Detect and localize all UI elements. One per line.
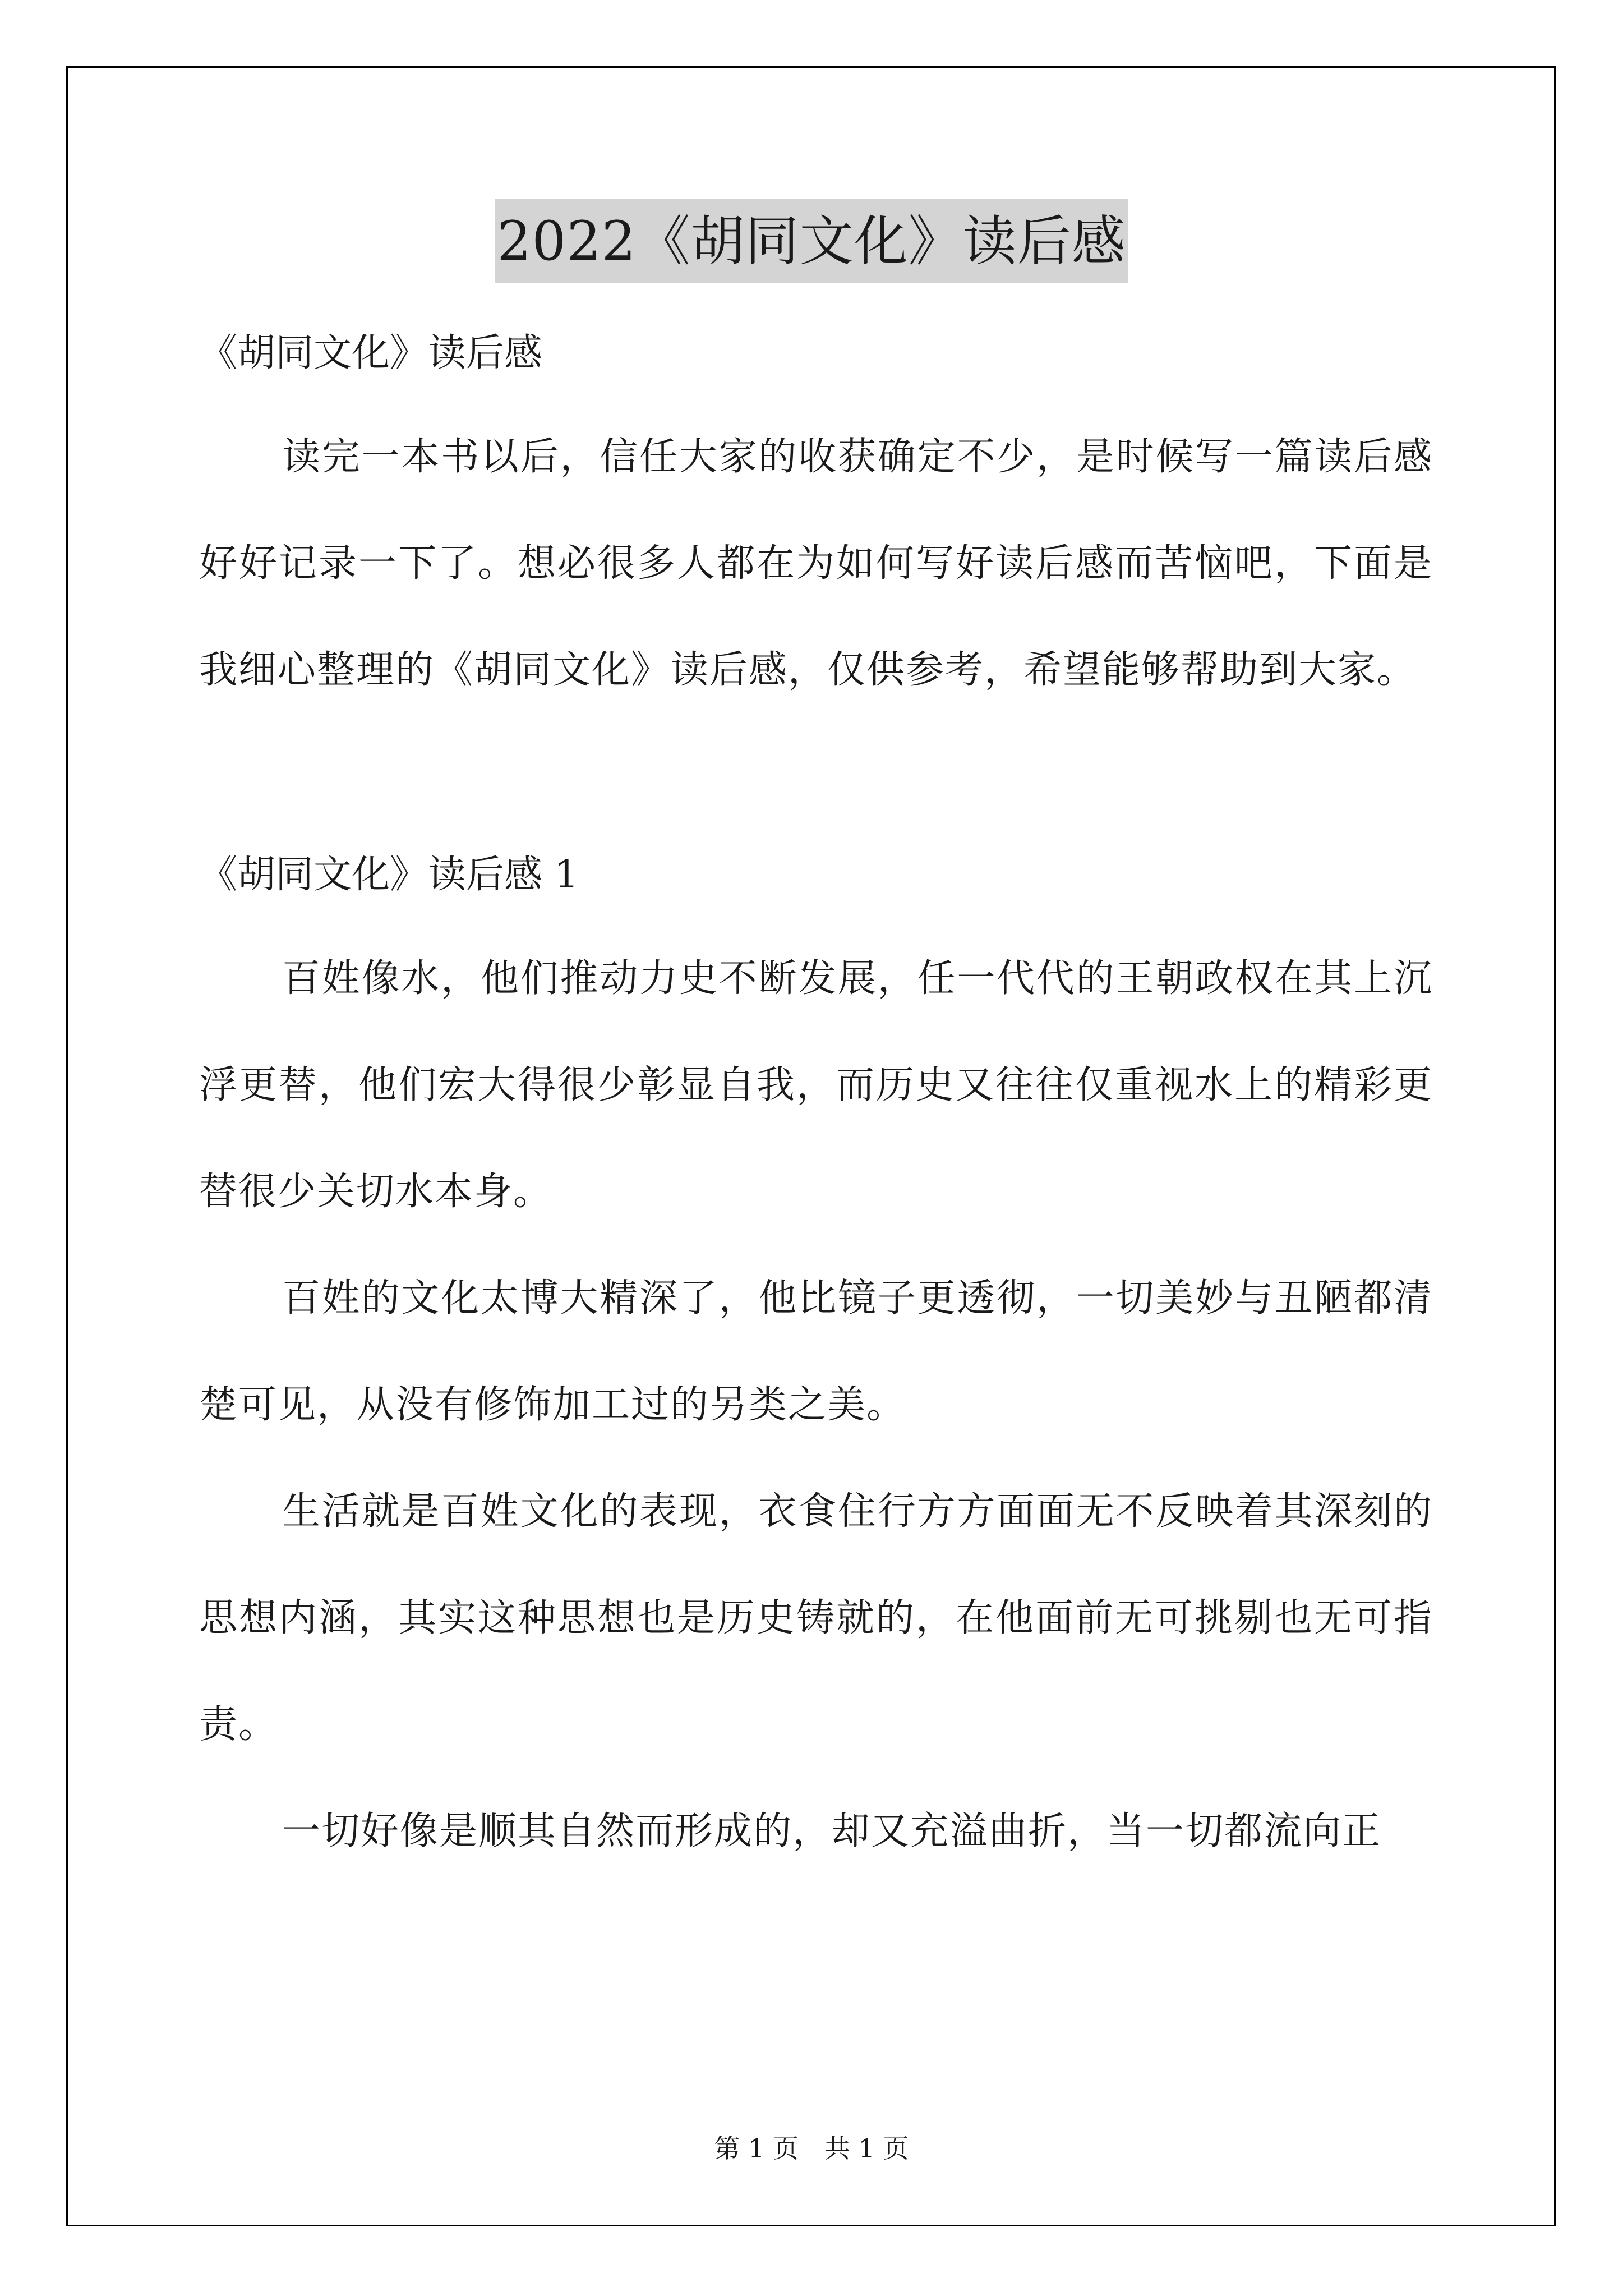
section-spacer: [199, 724, 1433, 825]
page-number-current: 第 1 页: [714, 2133, 799, 2164]
body-paragraph: 生活就是百姓文化的表现，衣食住行方方面面无不反映着其深刻的思想内涵，其实这种思想也是历史铸就的，在他面前无可挑剔也无可指责。: [199, 1489, 1433, 1747]
document-body: [199, 303, 1433, 1885]
document-title: 2022《胡同文化》读后感: [495, 199, 1128, 283]
intro-heading: 《胡同文化》读后感: [199, 331, 543, 375]
page-footer: [0, 2132, 1623, 2165]
body-paragraph: 百姓的文化太博大精深了，他比镜子更透彻，一切美妙与丑陋都清楚可见，从没有修饰加工过的另类之美。: [199, 1276, 1433, 1427]
body-paragraph: 一切好像是顺其自然而形成的，却又充溢曲折，当一切都流向正: [282, 1809, 1382, 1853]
page-number-total: 共 1 页: [824, 2133, 909, 2164]
section-heading: 《胡同文化》读后感 1: [199, 853, 579, 897]
body-paragraph: 百姓像水，他们推动力史不断发展，任一代代的王朝政权在其上沉浮更替，他们宏大得很少彰显自我，而历史又往往仅重视水上的精彩更替很少关切水本身。: [199, 956, 1433, 1214]
title-container: [0, 199, 1623, 283]
intro-paragraph: 读完一本书以后，信任大家的收获确定不少，是时候写一篇读后感好好记录一下了。想必很多人都在为如何写好读后感而苦恼吧，下面是我细心整理的《胡同文化》读后感，仅供参考，希望能够帮助到大家。: [199, 435, 1433, 692]
